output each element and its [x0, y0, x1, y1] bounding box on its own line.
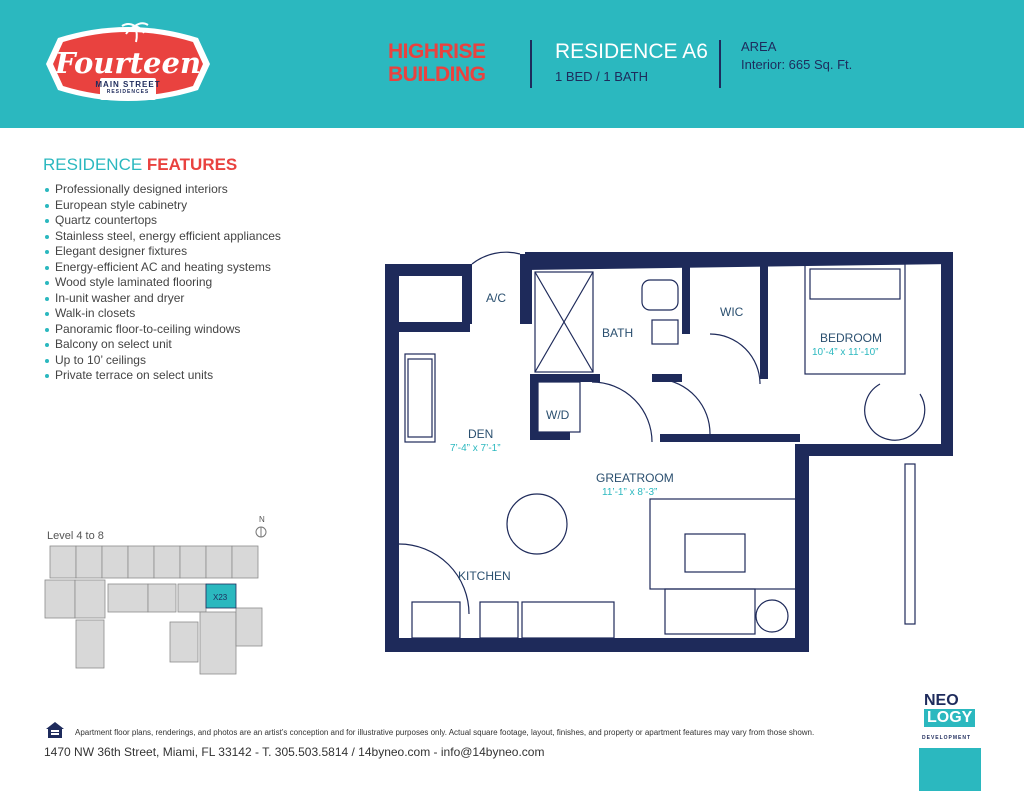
- divider: [530, 40, 532, 88]
- room-dim-den: 7’-4” x 7’-1”: [450, 443, 501, 454]
- logo-subline: MAIN STREET: [95, 80, 161, 89]
- equal-housing-icon: [44, 719, 66, 741]
- list-item: Balcony on select unit: [44, 337, 281, 353]
- list-item: Stainless steel, energy efficient appliances: [44, 229, 281, 245]
- list-item: Walk-in closets: [44, 306, 281, 322]
- area-label: AREA: [741, 39, 777, 54]
- list-item: Elegant designer fixtures: [44, 244, 281, 260]
- residence-name: RESIDENCE A6: [555, 40, 708, 63]
- room-label-wic: WIC: [720, 305, 744, 319]
- unit-label: X23: [213, 593, 228, 602]
- logo-wordmark: Fourteen: [54, 46, 202, 80]
- room-label-bath: BATH: [602, 326, 634, 340]
- room-label-wd: W/D: [546, 408, 570, 422]
- floor-plan: [380, 224, 960, 654]
- footer-address: 1470 NW 36th Street, Miami, FL 33142 - T. 305.503.5814 / 14byneo.com - info@14byneo.com: [44, 745, 545, 759]
- divider: [719, 40, 721, 88]
- list-item: Up to 10’ ceilings: [44, 353, 281, 369]
- logo-subline-small: RESIDENCES: [106, 89, 150, 95]
- list-item: Private terrace on select units: [44, 368, 281, 384]
- list-item: Quartz countertops: [44, 213, 281, 229]
- area-value: Interior: 665 Sq. Ft.: [741, 57, 853, 72]
- header-banner: [0, 0, 1024, 128]
- list-item: Wood style laminated flooring: [44, 275, 281, 291]
- list-item: Panoramic floor-to-ceiling windows: [44, 322, 281, 338]
- features-list: [44, 182, 281, 384]
- room-label-greatroom: GREATROOM: [596, 471, 674, 485]
- list-item: European style cabinetry: [44, 198, 281, 214]
- room-label-den: DEN: [468, 427, 494, 441]
- features-title: RESIDENCE FEATURES: [43, 155, 238, 174]
- room-label-kitchen: KITCHEN: [458, 569, 511, 583]
- north-label: N: [259, 515, 265, 524]
- room-dim-bedroom: 10’-4” x 11’-10”: [812, 347, 879, 358]
- list-item: Energy-efficient AC and heating systems: [44, 260, 281, 276]
- fourteen-logo: [44, 18, 212, 110]
- key-plan-map: [40, 510, 280, 680]
- key-plan-level: Level 4 to 8: [47, 530, 104, 542]
- residence-beds: 1 BED / 1 BATH: [555, 69, 648, 84]
- disclaimer: Apartment floor plans, renderings, and photos are an artist’s conception and for illustrative purposes only. Actual square footage, layout, finishes, and property or apartment features may vary from those shown.: [75, 728, 815, 737]
- list-item: Professionally designed interiors: [44, 182, 281, 198]
- neology-logo: NEO LOGY DEVELOPMENT: [919, 690, 981, 791]
- building-type: HIGHRISE BUILDING: [388, 40, 486, 86]
- room-label-ac: A/C: [486, 291, 507, 305]
- room-dim-greatroom: 11’-1” x 8’-3”: [602, 487, 658, 498]
- room-label-bedroom: BEDROOM: [820, 331, 883, 345]
- list-item: In-unit washer and dryer: [44, 291, 281, 307]
